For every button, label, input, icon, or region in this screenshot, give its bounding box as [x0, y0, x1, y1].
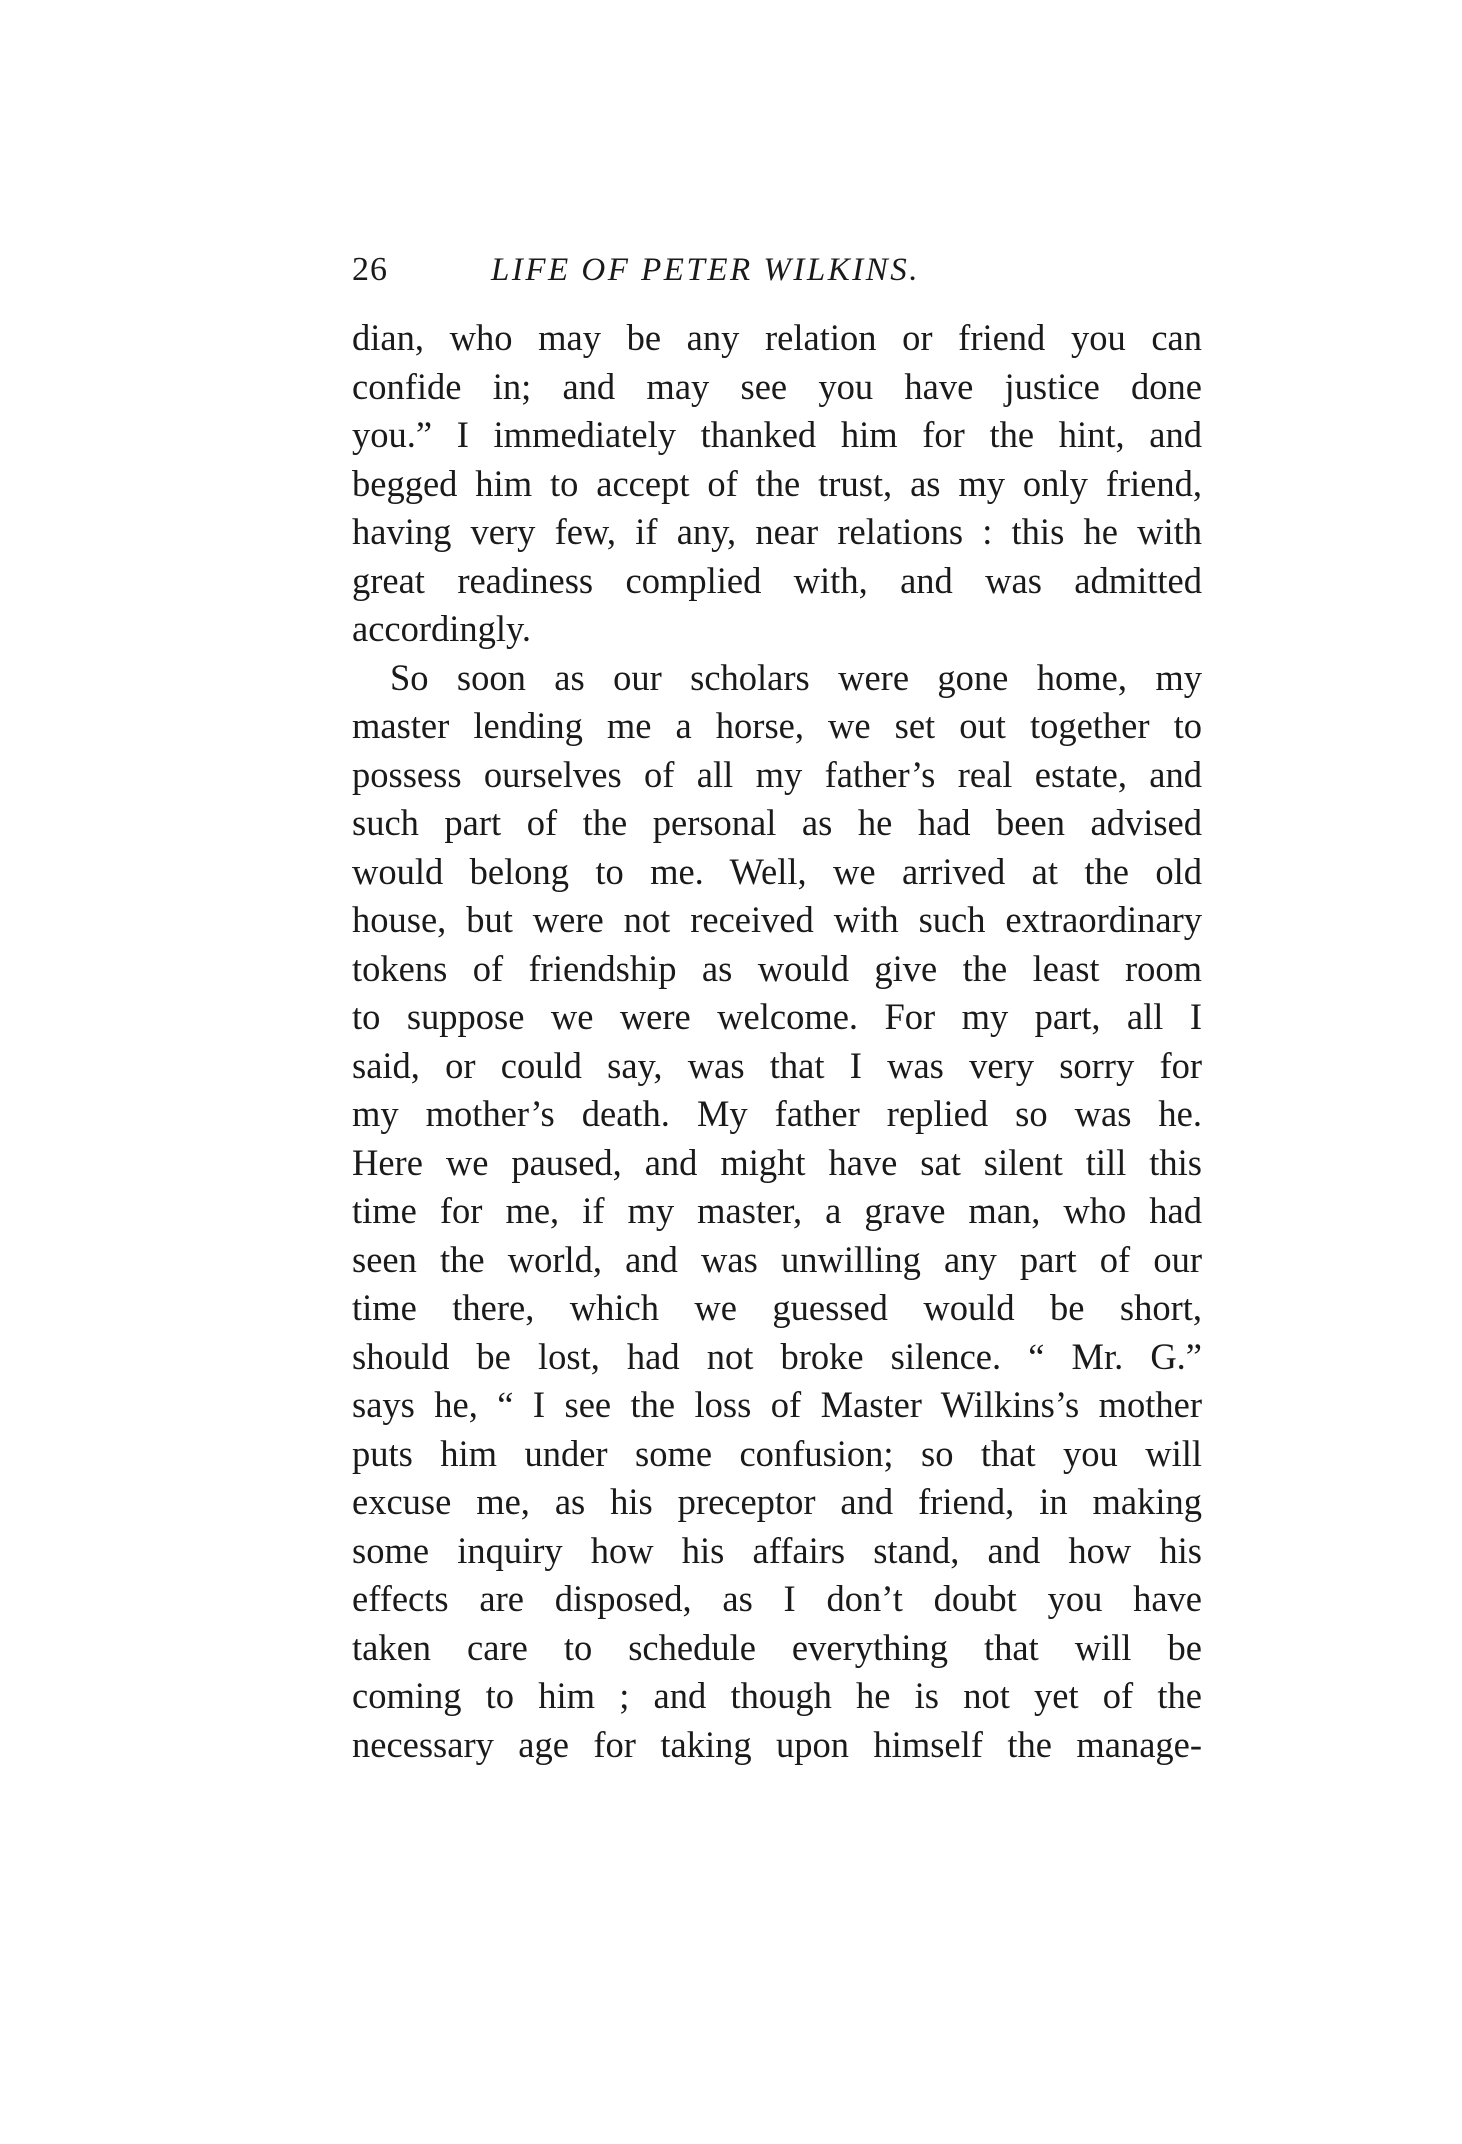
text-line: puts him under some confusion; so that you will — [352, 1432, 1202, 1474]
text-line: possess ourselves of all my father’s real estate, and — [352, 753, 1202, 795]
text-line: coming to him ; and though he is not yet of the — [352, 1675, 1202, 1716]
running-head — [352, 250, 1202, 290]
text-line: to suppose we were welcome. For my part, all I — [352, 996, 1202, 1037]
text-line: having very few, if any, near relations : this he with — [352, 511, 1202, 552]
text-line: says he, “ I see the loss of Master Wilkins’s mother — [352, 1384, 1202, 1425]
text-line: tokens of friendship as would give the least room — [352, 947, 1202, 989]
text-line: confide in; and may see you have justice done — [352, 365, 1202, 407]
text-line: excuse me, as his preceptor and friend, in making — [352, 1481, 1202, 1522]
text-line: would belong to me. Well, we arrived at the old — [352, 850, 1202, 892]
text-line: you.” I immediately thanked him for the hint, and — [352, 414, 1202, 455]
text-line: great readiness complied with, and was admitted — [352, 559, 1202, 601]
text-line: time there, which we guessed would be short, — [352, 1287, 1202, 1328]
page-number: 26 — [352, 251, 388, 288]
text-line: my mother’s death. My father replied so was he. — [352, 1093, 1202, 1134]
paragraph-start-line: So soon as our scholars were gone home, my — [390, 656, 1202, 698]
text-line: effects are disposed, as I don’t doubt you have — [352, 1578, 1202, 1619]
text-line: house, but were not received with such extraordinary — [352, 899, 1202, 940]
text-line: Here we paused, and might have sat silent till this — [352, 1141, 1202, 1183]
running-title: LIFE OF PETER WILKINS. — [491, 252, 920, 288]
text-line: said, or could say, was that I was very sorry for — [352, 1044, 1202, 1086]
text-line: dian, who may be any relation or friend you can — [352, 317, 1202, 358]
text-line: time for me, if my master, a grave man, who had — [352, 1190, 1202, 1231]
paragraph-end-line: accordingly. — [352, 608, 532, 649]
text-line: seen the world, and was unwilling any part of our — [352, 1238, 1202, 1280]
text-line: should be lost, had not broke silence. “ Mr. G.” — [352, 1335, 1202, 1377]
text-line: such part of the personal as he had been advised — [352, 802, 1202, 843]
text-line: begged him to accept of the trust, as my only friend, — [352, 462, 1202, 504]
text-line: taken care to schedule everything that will be — [352, 1626, 1202, 1668]
body-text — [352, 314, 1202, 1769]
text-line: some inquiry how his affairs stand, and how his — [352, 1529, 1202, 1571]
text-line: necessary age for taking upon himself the manage- — [352, 1723, 1202, 1765]
text-line: master lending me a horse, we set out together to — [352, 705, 1202, 746]
